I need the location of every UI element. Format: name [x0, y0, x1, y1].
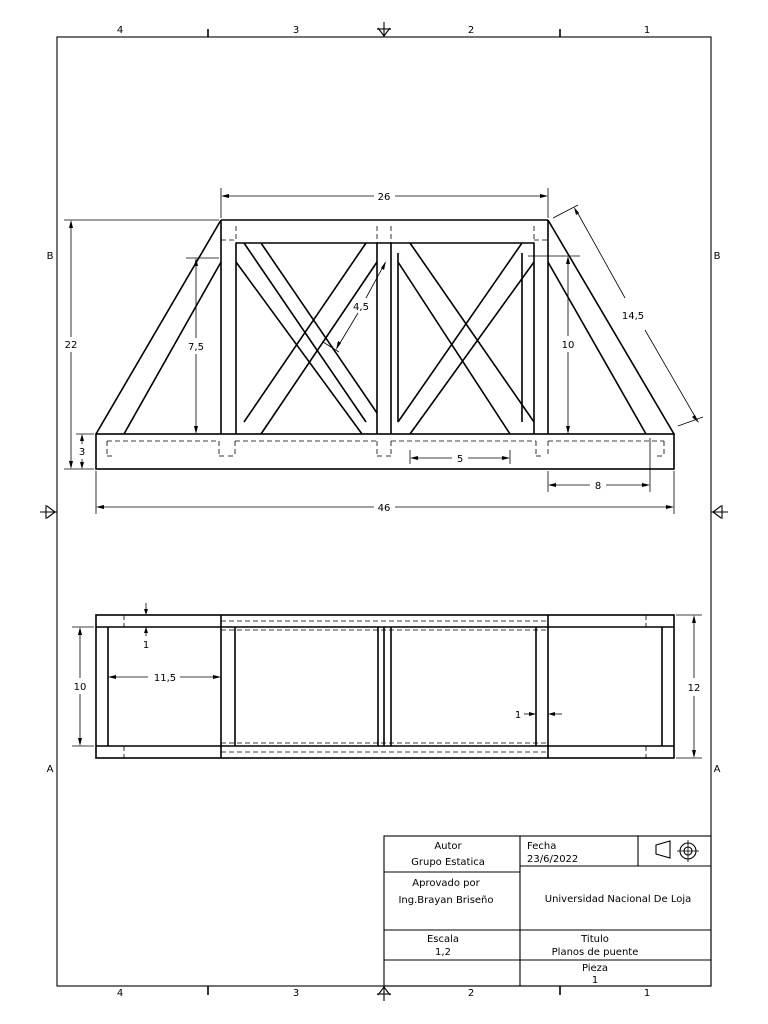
zone-row-left-b: B	[46, 251, 54, 262]
centering-arrow-top-icon	[377, 22, 391, 37]
dimension-slant-length	[553, 205, 703, 426]
front-view	[64, 188, 703, 514]
scale-value: 1,2	[435, 947, 451, 958]
dim-label-inner-span: 5	[456, 454, 464, 465]
piece-value: 1	[591, 975, 599, 986]
zone-col-top-4: 1	[643, 25, 651, 36]
date-label: Fecha	[527, 841, 557, 852]
scale-label: Escala	[426, 934, 460, 945]
zone-col-bottom-4: 1	[643, 988, 651, 999]
base-hidden-lines	[107, 441, 664, 456]
left-end-post	[96, 220, 221, 434]
left-panel-x-brace	[236, 243, 377, 434]
plan-view	[72, 603, 702, 758]
centering-arrow-bottom-icon	[377, 986, 391, 1001]
dimension-bottom-length	[96, 471, 674, 514]
author-value: Grupo Estatica	[411, 857, 485, 868]
zone-row-right-b: B	[713, 251, 721, 262]
base-beam	[96, 434, 674, 469]
vertical-members	[221, 220, 548, 434]
piece-label: Pieza	[581, 963, 609, 974]
dimension-right-inner-height	[528, 256, 580, 434]
dimension-top-width	[221, 188, 548, 218]
dimension-end-span	[548, 438, 650, 492]
dim-label-diagonal-width: 4,5	[353, 302, 369, 313]
zone-col-top-3: 2	[467, 25, 475, 36]
zone-col-bottom-3: 2	[467, 988, 475, 999]
right-panel-x-brace	[398, 243, 534, 434]
zone-col-bottom-2: 3	[292, 988, 300, 999]
zone-row-left-a: A	[46, 764, 54, 775]
dimension-inner-span	[410, 450, 510, 465]
approved-value: Ing.Brayan Briseño	[398, 895, 494, 906]
plan-hidden-lines	[124, 615, 646, 758]
plan-outline	[96, 615, 674, 758]
centering-arrow-left-icon	[40, 505, 57, 519]
approved-label: Aprovado por	[412, 878, 480, 889]
dim-label-plan-bar: 1	[514, 710, 522, 721]
dim-label-slant-length: 14,5	[621, 311, 645, 322]
title-block	[384, 836, 711, 986]
dim-label-total-height: 22	[64, 340, 78, 351]
dimension-base-height	[76, 434, 94, 469]
dimension-plan-bar	[515, 710, 562, 721]
zone-row-right-a: A	[713, 764, 721, 775]
dim-label-bottom-length: 46	[377, 503, 391, 514]
dimension-plan-offset	[108, 673, 221, 684]
dim-label-base-height: 3	[78, 447, 86, 458]
dim-label-top-width: 26	[377, 192, 391, 203]
title-label: Titulo	[581, 934, 609, 945]
dim-label-plan-outer-depth: 12	[687, 683, 701, 694]
dimension-plan-outer-depth	[676, 615, 702, 758]
dimension-plan-inner-depth	[72, 627, 94, 746]
zone-col-top-2: 3	[292, 25, 300, 36]
dim-label-plan-inner-depth: 10	[73, 682, 87, 693]
date-value: 23/6/2022	[527, 854, 579, 865]
first-angle-projection-icon	[656, 840, 699, 862]
author-label: Autor	[434, 841, 462, 852]
dim-label-plan-offset: 11,5	[153, 673, 177, 684]
centering-arrow-right-icon	[711, 505, 728, 519]
zone-col-bottom-1: 4	[116, 988, 124, 999]
top-chord	[221, 220, 548, 243]
right-end-post	[548, 220, 674, 434]
title-value: Planos de puente	[551, 947, 639, 958]
dim-label-left-inner-height: 7,5	[188, 342, 204, 353]
institution-name: Universidad Nacional De Loja	[544, 894, 692, 905]
dim-label-right-inner-height: 10	[561, 340, 575, 351]
zone-col-top-1: 4	[116, 25, 124, 36]
dim-label-end-span: 8	[594, 481, 602, 492]
dimension-left-inner-height	[186, 258, 219, 434]
dim-label-plan-top-gap: 1	[142, 640, 150, 651]
